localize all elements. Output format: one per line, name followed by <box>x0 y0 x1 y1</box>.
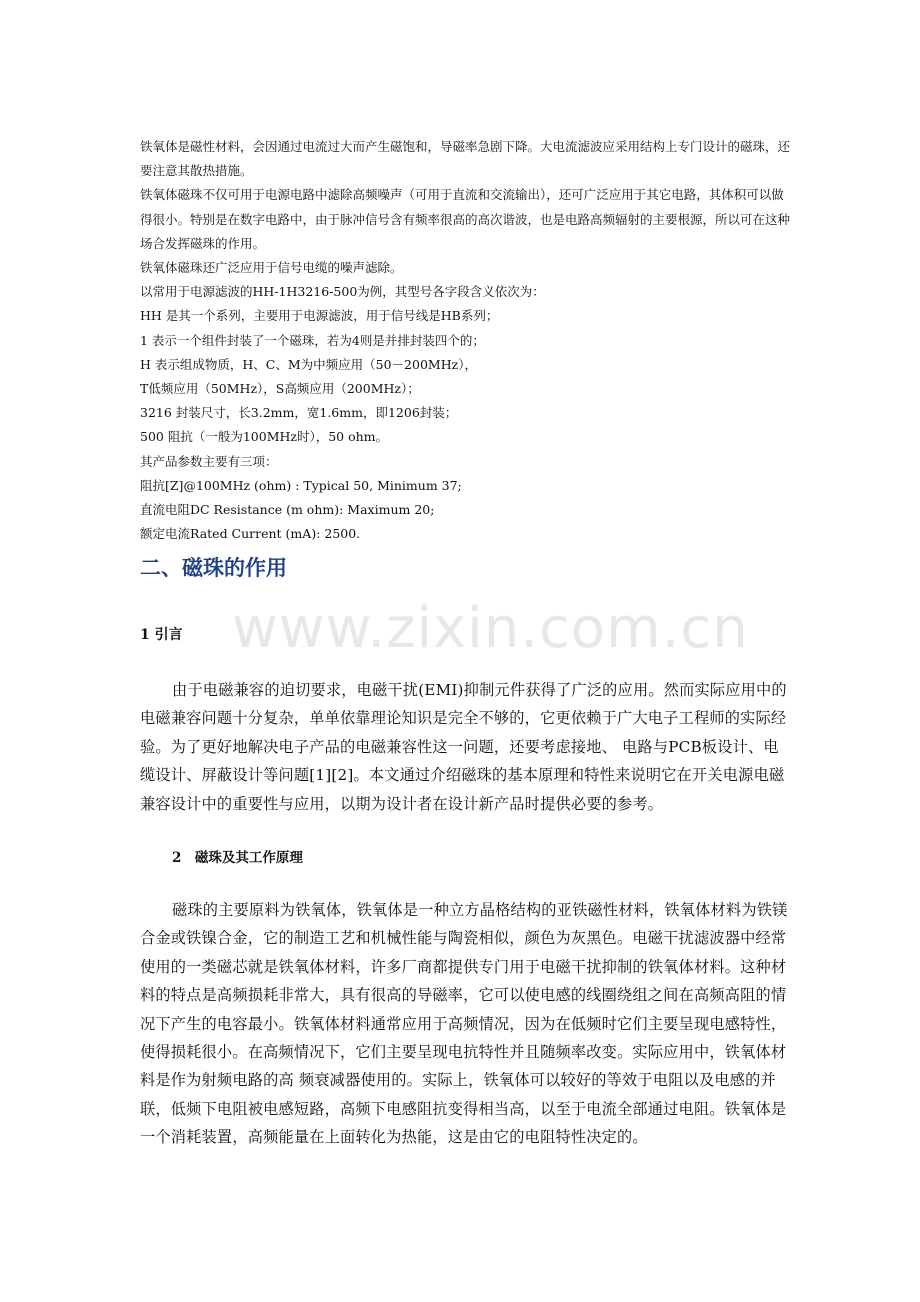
body-paragraph: 由于电磁兼容的迫切要求，电磁干扰(EMI)抑制元件获得了广泛的应用。然而实际应用中的电磁兼容问题十分复杂，单单依靠理论知识是完全不够的，它更依赖于广大电子工程师的实际经验。为了更好地解决电子产品的电磁兼容性这一问题，还要考虑接地、 电路与PCB板设计、电缆设计、屏蔽设计等问题[1][2]。本文通过介绍磁珠的基本原理和特性来说明它在开关电源电磁兼容设计中的重要性与应用，以期为设计者在设计新产品时提供必要的参考。 <box>140 681 787 813</box>
body-paragraph: 磁珠的主要原料为铁氧体，铁氧体是一种立方晶格结构的亚铁磁性材料，铁氧体材料为铁镁合金或铁镍合金，它的制造工艺和机械性能与陶瓷相似，颜色为灰黑色。电磁干扰滤波器中经常使用的一类磁芯就是铁氧体材料，许多厂商都提供专门用于电磁干扰抑制的铁氧体材料。这种材料的特点是高频损耗非常大，具有很高的导磁率，它可以使电感的线圈绕组之间在高频高阻的情况下产生的电容最小。铁氧体材料通常应用于高频情况，因为在低频时它们主要呈现电感特性，使得损耗很小。在高频情况下，它们主要呈现电抗特性并且随频率改变。实际应用中，铁氧体材料是作为射频电路的高 频衰减器使用的。实际上，铁氧体可以较好的等效于电阻以及电感的并联，低频下电阻被电感短路，高频下电感阻抗变得相当高，以至于电流全部通过电阻。铁氧体是一个消耗装置，高频能量在上面转化为热能，这是由它的电阻特性决定的。 <box>140 901 788 1147</box>
intro-line: 阻抗[Z]@100MHz (ohm) : Typical 50, Minimum 37; <box>140 477 462 493</box>
section-title: 二、磁珠的作用 <box>140 556 287 580</box>
intro-line: 3216 封装尺寸，长3.2mm，宽1.6mm，即1206封装； <box>140 405 458 421</box>
intro-line: 铁氧体是磁性材料，会因通过电流过大而产生磁饱和，导磁率急剧下降。大电流滤波应采用结构上专门设计的磁珠，还要注意其散热措施。 <box>140 139 791 179</box>
intro-block <box>140 135 790 546</box>
intro-line: T低频应用（50MHz），S高频应用（200MHz）； <box>140 381 420 397</box>
watermark-text: www.zixin.com.cn <box>232 596 749 661</box>
intro-line: 其产品参数主要有三项： <box>140 453 278 469</box>
principle-paragraph-block <box>140 896 790 1152</box>
intro-paragraph-block <box>140 676 790 818</box>
intro-line: 500 阻抗（一般为100MHz时），50 ohm。 <box>140 429 389 445</box>
intro-line: H 表示组成物质，H、C、M为中频应用（50－200MHz）， <box>140 356 477 372</box>
intro-line: 1 表示一个组件封装了一个磁珠，若为4则是并排封装四个的； <box>140 332 485 348</box>
intro-line: 额定电流Rated Current (mA): 2500. <box>140 526 361 542</box>
intro-line: 直流电阻DC Resistance (m ohm): Maximum 20; <box>140 502 435 518</box>
subsection-title-principle: 2 磁珠及其工作原理 <box>172 850 303 866</box>
subsection-title-intro: 1 引言 <box>140 627 183 643</box>
intro-line: 铁氧体磁珠不仅可用于电源电路中滤除高频噪声（可用于直流和交流输出），还可广泛应用于其它电路，其体积可以做得很小。特别是在数字电路中，由于脉冲信号含有频率很高的高次谐波，也是电路高频辐射的主要根源，所以可在这种场合发挥磁珠的作用。 <box>140 187 791 251</box>
intro-line: HH 是其一个系列，主要用于电源滤波，用于信号线是HB系列； <box>140 308 499 324</box>
intro-line: 铁氧体磁珠还广泛应用于信号电缆的噪声滤除。 <box>140 260 403 276</box>
intro-line: 以常用于电源滤波的HH-1H3216-500为例，其型号各字段含义依次为： <box>140 284 545 300</box>
